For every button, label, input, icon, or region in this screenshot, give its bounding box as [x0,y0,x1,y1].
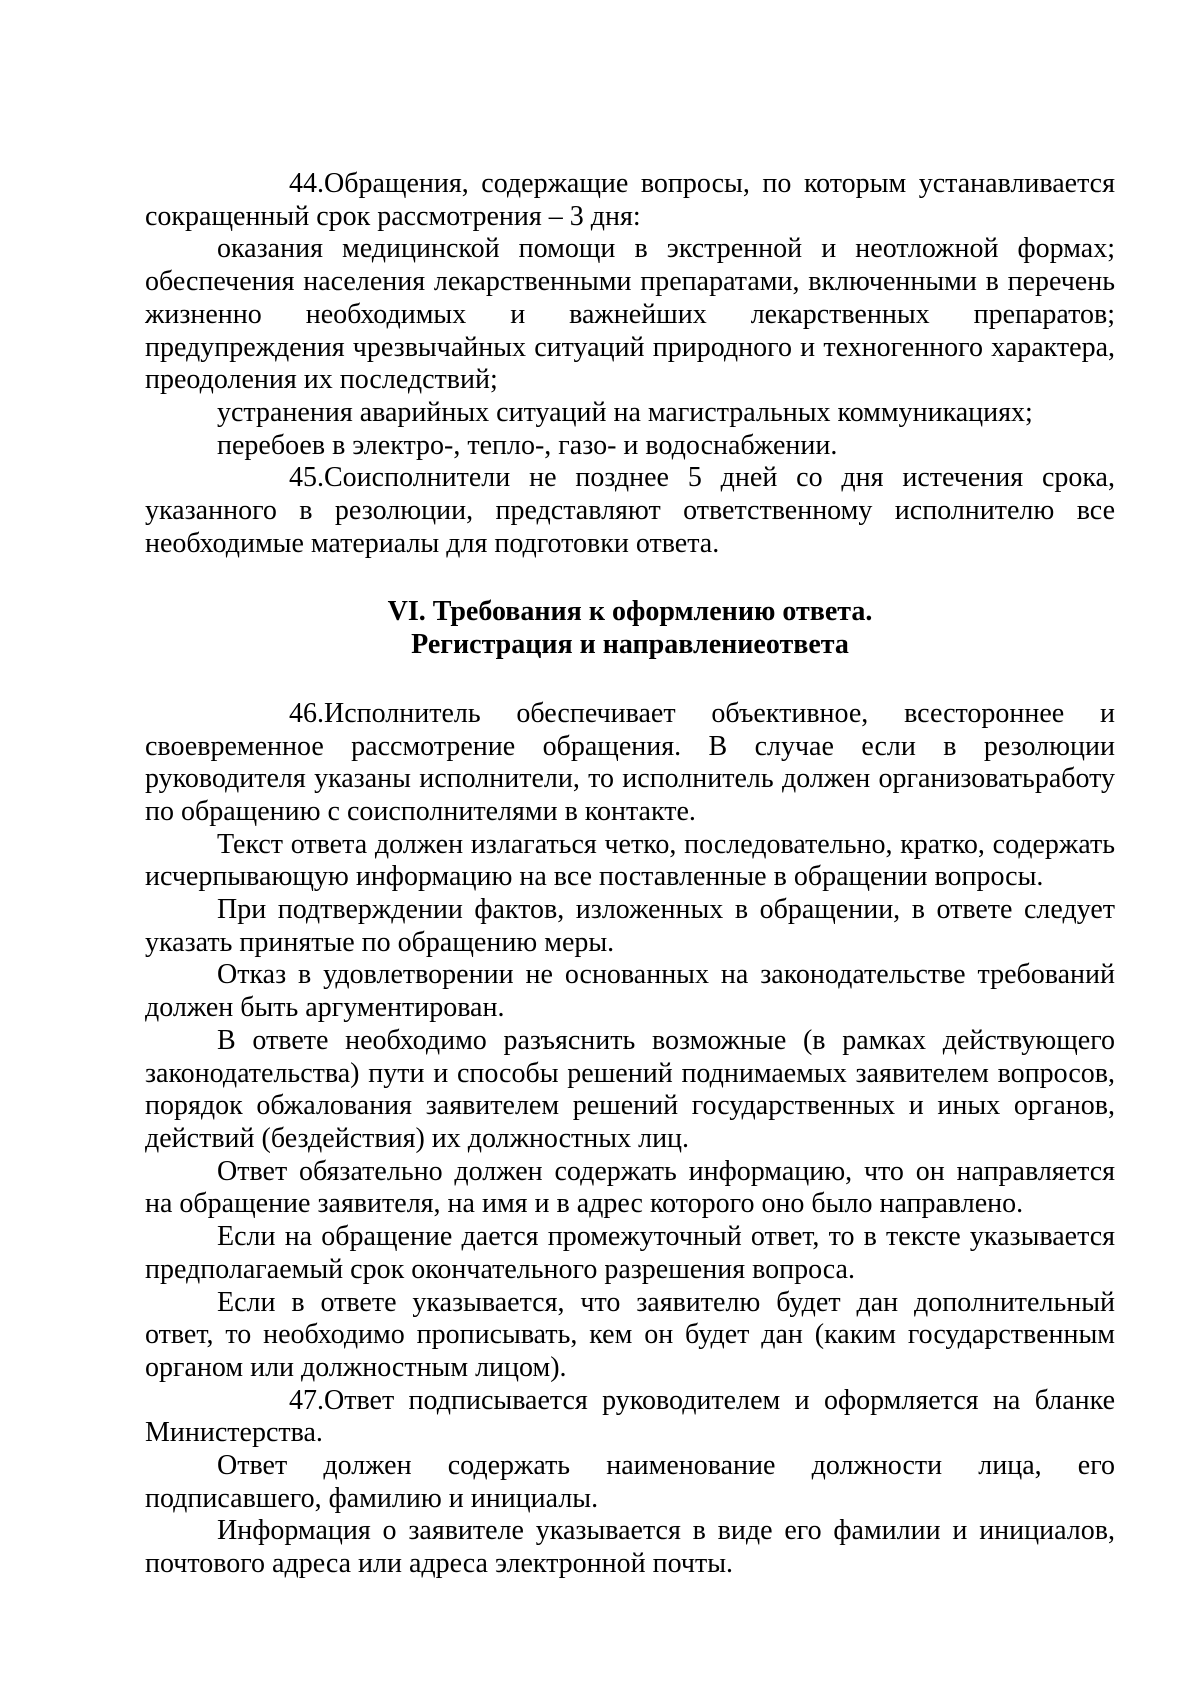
paragraph-number: 44. [289,168,324,199]
paragraph-46-refusal: Отказ в удовлетворении не основанных на законодательстве требований должен быть аргументирован. [145,959,1115,1024]
paragraph-46-explain: В ответе необходимо разъяснить возможные (в рамках действующего законодательства) пути и способы решений поднимаемых заявителем вопросов, порядок обжалования заявителем решений государственных и иных органов, действий (бездействия) их должностных лиц. [145,1024,1115,1154]
spacer [145,560,1115,596]
paragraph-47 [145,1385,1115,1450]
paragraph-46-interim: Если на обращение дается промежуточный ответ, то в тексте указывается предполагаемый срок окончательного разрешения вопроса. [145,1221,1115,1285]
paragraph-46 [145,698,1115,829]
paragraph-44-items: оказания медицинской помощи в экстренной и неотложной формах; обеспечения населения лекарственными препаратами, включенными в перечень жизненно необходимых и важнейших лекарственных препаратов; предупреждения чрезвычайных ситуаций природного и техногенного характера, преодоления их последствий; [145,233,1115,396]
paragraph-number: 45. [289,462,324,494]
paragraph-text: Исполнитель обеспечивает объективное, всестороннее и своевременное рассмотрение обращения. В случае если в резолюции руководителя указаны исполнители, то исполнитель должен организоватьработу по обращению с соисполнителями в контакте. [145,697,1115,827]
spacer [145,662,1115,698]
paragraph-text: Обращения, содержащие вопросы, по которым устанавливается сокращенный срок рассмотрения – 3 дня: [145,168,1115,232]
paragraph-text: Соисполнители не позднее 5 дней со дня истечения срока, указанного в резолюции, представляют ответственному исполнителю все необходимые материалы для подготовки ответа. [145,462,1115,559]
paragraph-46-facts: При подтверждении фактов, изложенных в обращении, в ответе следует указать принятые по обращению меры. [145,894,1115,958]
paragraph-45 [145,462,1115,560]
paragraph-text: Ответ подписывается руководителем и оформляется на бланке Министерства. [145,1384,1115,1449]
section-heading-line-1: VI. Требования к оформлению ответа. [387,596,873,628]
paragraph-number: 46. [289,697,324,729]
document-page [145,168,1115,1581]
paragraph-46-additional: Если в ответе указывается, что заявителю будет дан дополнительный ответ, то необходимо прописывать, кем он будет дан (каким государственным органом или должностным лицом). [145,1286,1115,1383]
paragraph-46-text-requirements: Текст ответа должен излагаться четко, последовательно, кратко, содержать исчерпывающую информацию на все поставленные в обращении вопросы. [145,828,1115,893]
paragraph-44 [145,168,1115,233]
paragraph-number: 47. [289,1384,324,1416]
paragraph-44-accidents: устранения аварийных ситуаций на магистральных коммуникациях; [217,396,1033,428]
section-heading-line-2: Регистрация и направлениеответа [411,629,849,661]
paragraph-47-applicant: Информация о заявителе указывается в виде его фамилии и инициалов, почтового адреса или адреса электронной почты. [145,1515,1115,1580]
paragraph-47-position: Ответ должен содержать наименование должности лица, его подписавшего, фамилию и инициалы. [145,1450,1115,1514]
paragraph-46-addressed: Ответ обязательно должен содержать информацию, что он направляется на обращение заявителя, на имя и в адрес которого оно было направлено. [145,1155,1115,1220]
paragraph-44-outages: перебоев в электро-, тепло-, газо- и водоснабжении. [217,429,838,461]
